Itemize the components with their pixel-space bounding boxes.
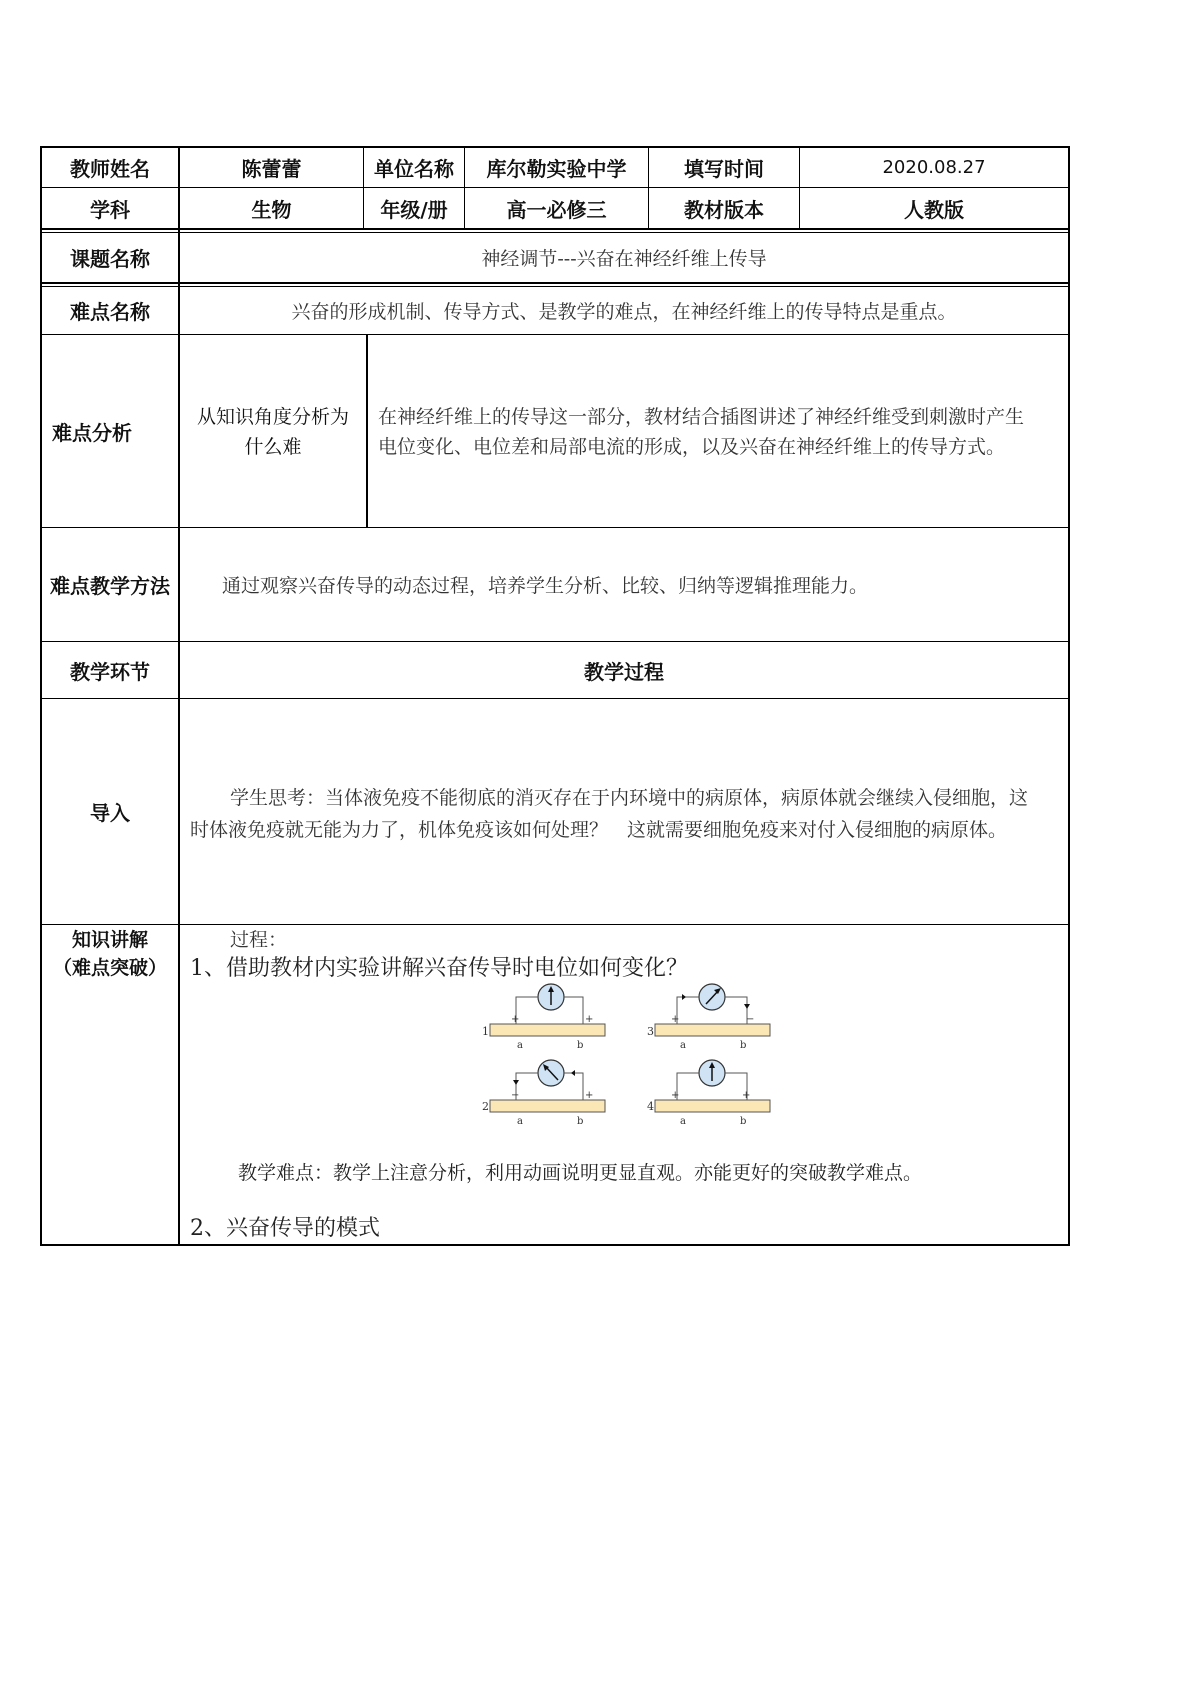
analysis-text-line1: 在神经纤维上的传导这一部分，教材结合插图讲述了神经纤维受到刺激时产生 [378, 406, 1025, 428]
col-line [366, 334, 368, 528]
left-sign: + [671, 1090, 680, 1101]
grade-label: 年级/册 [380, 197, 448, 222]
process-title: 教学过程 [584, 659, 664, 684]
intro-text [190, 782, 1066, 846]
left-sign: + [511, 1014, 520, 1025]
point-a-label: a [517, 1040, 523, 1051]
nerve-potential-diagram [470, 982, 790, 1132]
teacher-name-label: 教师姓名 [70, 157, 150, 181]
table-border-right [1068, 146, 1070, 1246]
right-sign: + [585, 1090, 594, 1101]
row-line [40, 228, 1070, 230]
analysis-sub-label [180, 402, 366, 462]
difficulty-value: 兴奋的形成机制、传导方式、是教学的难点，在神经纤维上的传导特点是重点。 [291, 301, 957, 323]
left-sign: − [511, 1090, 520, 1101]
row-line [40, 924, 1070, 925]
row-line [40, 334, 1070, 335]
teacher-name: 陈蕾蕾 [241, 157, 302, 181]
analysis-sub-label-line1: 从知识角度分析为 [196, 406, 349, 428]
panel-number: 4 [647, 1100, 654, 1113]
method-value: 通过观察兴奋传导的动态过程，培养学生分析、比较、归纳等逻辑推理能力。 [222, 575, 869, 597]
teaching-difficulty-note: 教学难点：教学上注意分析，利用动画说明更显直观。亦能更好的突破教学难点。 [238, 1162, 923, 1184]
right-sign: + [742, 1090, 751, 1101]
edition-label: 教材版本 [684, 197, 764, 222]
point-a-label: a [680, 1040, 686, 1051]
fill-date: 2020.08.27 [882, 157, 986, 178]
panel-1 [482, 984, 605, 1051]
point-b-label: b [740, 1116, 747, 1127]
knowledge-label [42, 926, 178, 982]
analysis-text [378, 402, 1066, 462]
unit-name: 库尔勒实验中学 [486, 157, 627, 181]
panel-number: 3 [647, 1025, 654, 1038]
section-label: 教学环节 [70, 659, 150, 684]
right-sign: + [585, 1014, 594, 1025]
row-line [40, 698, 1070, 699]
panel-number: 2 [482, 1100, 489, 1113]
fill-date-label: 填写时间 [684, 157, 764, 181]
analysis-label: 难点分析 [52, 420, 132, 445]
knowledge-label-line2: （难点突破） [52, 957, 167, 979]
point-b-label: b [740, 1040, 747, 1051]
left-sign: + [671, 1014, 680, 1025]
grade: 高一必修三 [506, 197, 607, 222]
table-border-bottom [40, 1244, 1070, 1246]
step2-heading: 2、兴奋传导的模式 [190, 1216, 380, 1241]
method-label: 难点教学方法 [50, 574, 170, 598]
step1-heading: 1、借助教材内实验讲解兴奋传导时电位如何变化？ [190, 956, 688, 981]
topic-label: 课题名称 [70, 247, 150, 271]
unit-name-label: 单位名称 [374, 157, 454, 181]
topic-value: 神经调节---兴奋在神经纤维上传导 [481, 248, 767, 270]
point-b-label: b [577, 1040, 584, 1051]
intro-text-line2: 时体液免疫就无能为力了，机体免疫该如何处理？ 这就需要细胞免疫来对付入侵细胞的病原体。 [190, 819, 1008, 841]
point-a-label: a [680, 1116, 686, 1127]
subject-label: 学科 [90, 197, 130, 222]
row-line [40, 282, 1070, 284]
panel-3 [647, 984, 770, 1051]
panel-4 [647, 1060, 770, 1127]
intro-text-line1: 学生思考：当体液免疫不能彻底的消灭存在于内环境中的病原体，病原体就会继续入侵细胞，这 [230, 787, 1029, 809]
point-a-label: a [517, 1116, 523, 1127]
analysis-sub-label-line2: 什么难 [244, 436, 302, 458]
subject: 生物 [251, 197, 292, 222]
knowledge-label-line1: 知识讲解 [71, 929, 148, 951]
edition: 人教版 [904, 197, 964, 222]
panel-number: 1 [482, 1025, 489, 1038]
panel-2 [482, 1060, 605, 1127]
process-text: 过程： [230, 929, 288, 951]
analysis-text-line2: 电位变化、电位差和局部电流的形成，以及兴奋在神经纤维上的传导方式。 [378, 436, 1006, 458]
difficulty-label: 难点名称 [70, 300, 150, 324]
right-sign: − [746, 1014, 755, 1025]
intro-label: 导入 [90, 801, 130, 825]
point-b-label: b [577, 1116, 584, 1127]
